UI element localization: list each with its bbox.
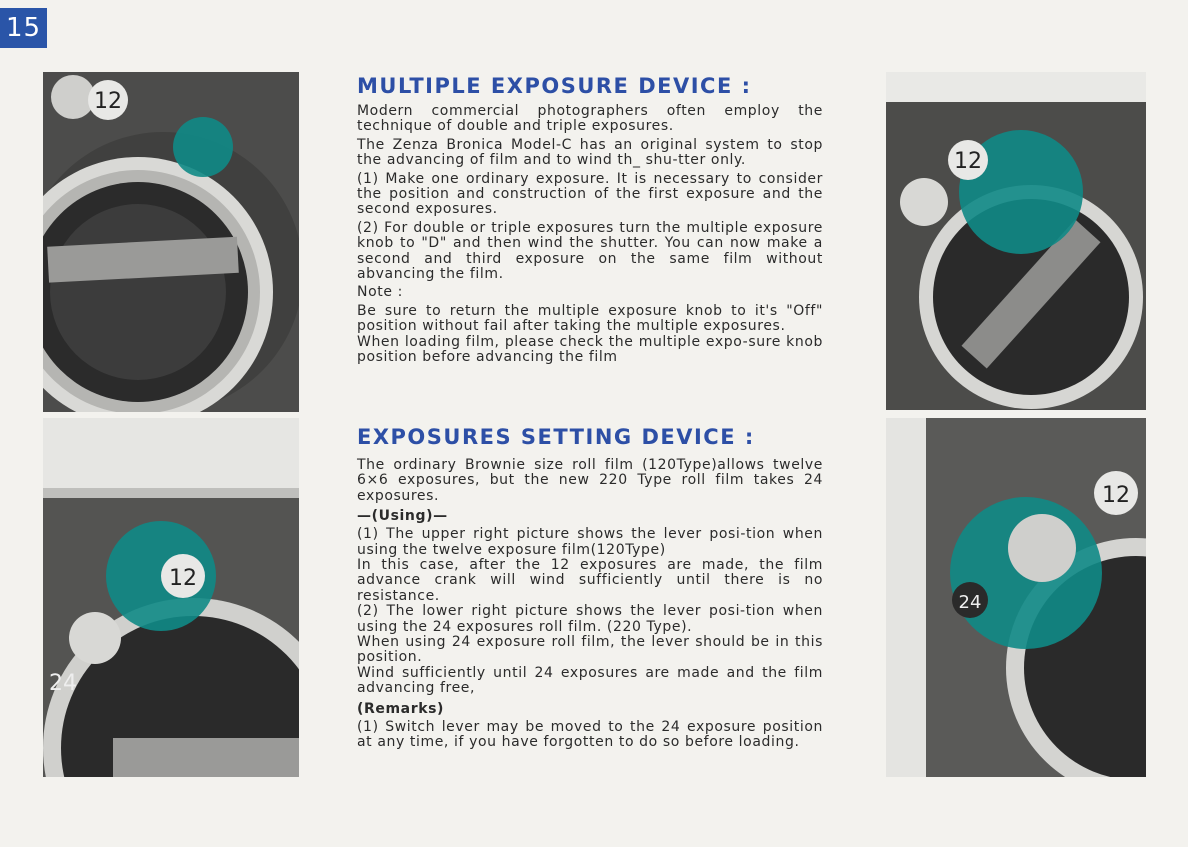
paragraph: (1) The upper right picture shows the lever posi-tion when using the twelve exposure film(120Type) [357,526,823,558]
photo-label: 24 [958,592,982,613]
remarks-label: (Remarks) [357,700,445,717]
camera-knob-photo-left-top [43,72,299,412]
paragraph: Be sure to return the multiple exposure knob to it's "Off" position without fail after taking the multiple exposures. [357,302,823,335]
section-heading: EXPOSURES SETTING DEVICE : [357,425,755,449]
exposures-setting-section [357,458,823,754]
paragraph: (1) Switch lever may be moved to the 24 exposure position at any time, if you have forgotten to do so before loading. [357,718,823,751]
paragraph: (1) Make one ordinary exposure. It is necessary to consider the position and construction of the first exposure and the second exposures. [357,170,823,218]
camera-lever-photo-left-bottom [43,418,299,777]
paragraph: When loading film, please check the multiple expo-sure knob position before advancing the film [357,333,823,366]
photo-label: 12 [169,566,197,591]
photo-label: 12 [954,149,982,174]
paragraph: (2) For double or triple exposures turn the multiple exposure knob to "D" and then wind the shutter. You can now make a second and third exposure on the same film without abvancing the film. [357,219,823,283]
page-number: 15 [0,8,47,48]
photo-label: 24 [49,671,77,696]
paragraph: When using 24 exposure roll film, the lever should be in this position. [357,634,823,666]
paragraph: (2) The lower right picture shows the lever posi-tion when using the 24 exposures roll film. (220 Type). [357,603,823,635]
paragraph: The Zenza Bronica Model-C has an original system to stop the advancing of film and to wind th_ shu-tter only. [357,136,823,169]
camera-knob-photo-right-top [886,72,1146,410]
multiple-exposure-section [357,74,823,369]
paragraph: Wind sufficiently until 24 exposures are made and the film advancing free, [357,664,823,697]
camera-lever-photo-right-bottom [886,418,1146,777]
paragraph: In this case, after the 12 exposures are made, the film advance crank will wind sufficiently until there is no resistance. [357,557,823,604]
photo-label: 12 [1102,483,1130,508]
paragraph: Modern commercial photographers often employ the technique of double and triple exposures. [357,103,823,135]
section-heading: MULTIPLE EXPOSURE DEVICE : [357,74,752,98]
using-label: —(Using)— [357,508,448,525]
note-label: Note : [357,284,403,301]
photo-label: 12 [94,89,122,114]
paragraph: The ordinary Brownie size roll film (120Type)allows twelve 6×6 exposures, but the new 220 Type roll film takes 24 exposures. [357,457,823,504]
